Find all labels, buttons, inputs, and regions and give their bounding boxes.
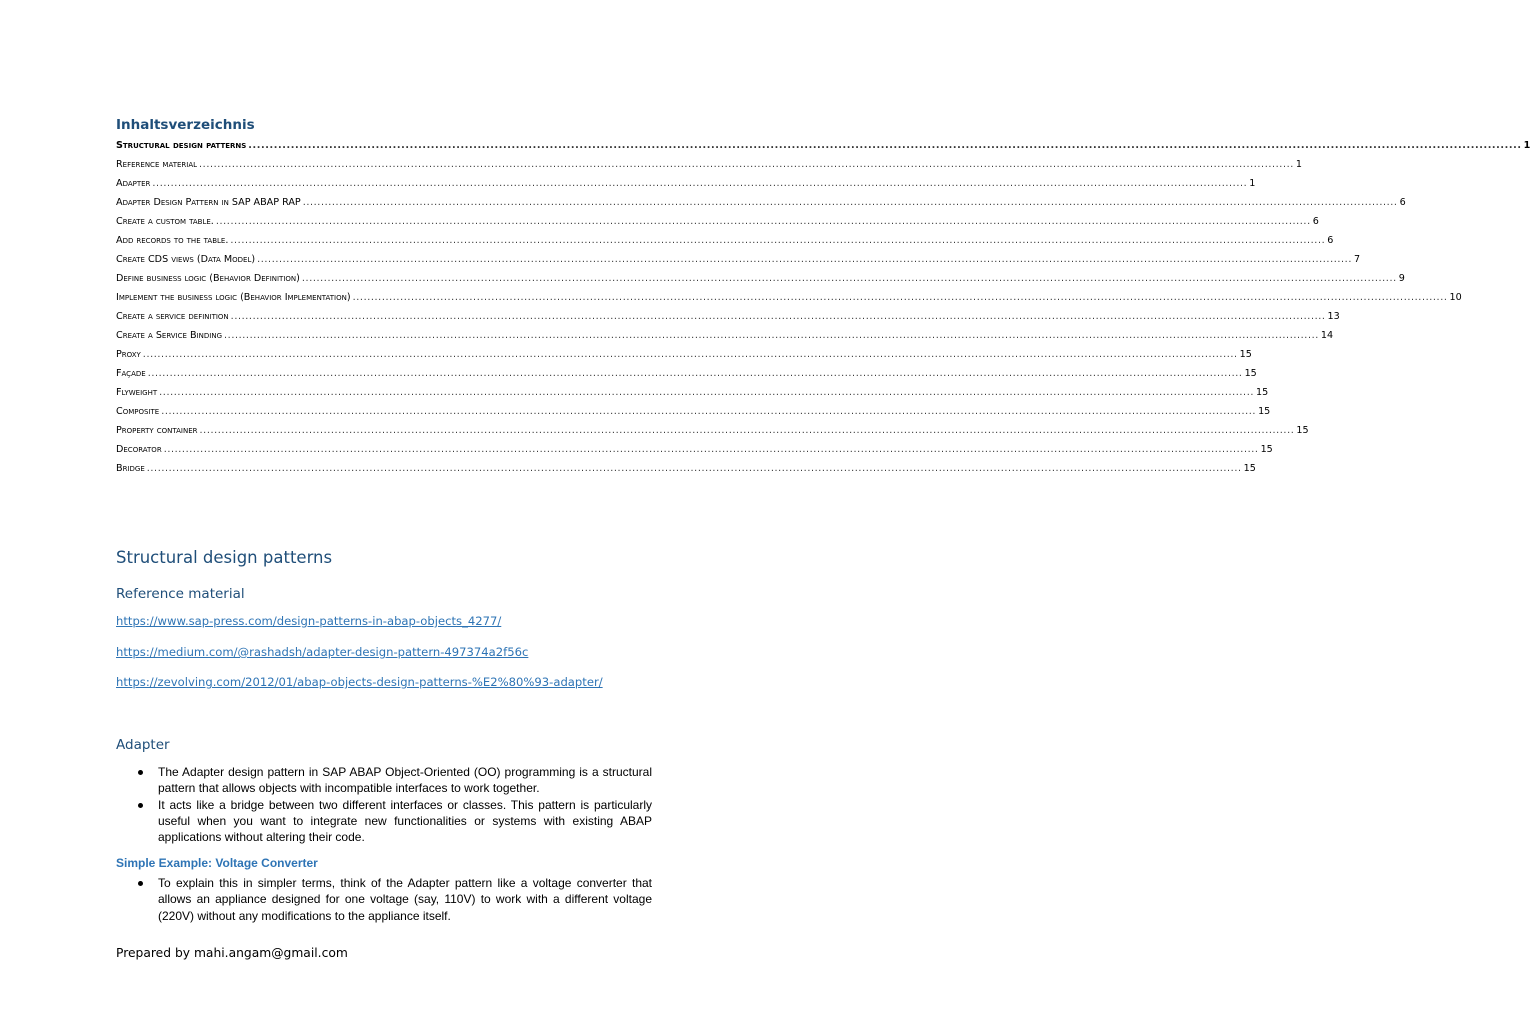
toc-entry-page: 15 (1296, 425, 1309, 436)
toc-entry-page: 15 (1243, 463, 1256, 474)
toc-leader: ............................................................................................................................................................................................................................................................................................................ (302, 197, 1398, 208)
toc-entry-label: Proxy (116, 349, 141, 360)
toc-entry-label: Property container (116, 425, 198, 436)
toc-entry-label: Add records to the table. (116, 235, 229, 246)
toc-entry[interactable] (116, 425, 1309, 444)
toc-entry[interactable] (116, 368, 1257, 387)
toc-leader: ............................................................................................................................................................................................................................................................................................................ (224, 330, 1319, 341)
toc-entry[interactable] (116, 159, 1303, 178)
toc-entry-page: 1 (1249, 178, 1256, 189)
toc-entry-page: 6 (1327, 235, 1334, 246)
toc-leader: ............................................................................................................................................................................................................................................................................................................ (230, 311, 1326, 322)
toc-entry[interactable] (116, 387, 1269, 406)
toc-entry[interactable] (116, 349, 1252, 368)
reference-link[interactable]: https://medium.com/@rashadsh/adapter-design-pattern-497374a2f56c (116, 645, 529, 659)
example-heading: Simple Example: Voltage Converter (116, 856, 318, 870)
toc-entry-page: 15 (1239, 349, 1252, 360)
toc-entry[interactable] (116, 197, 1406, 216)
toc-leader: ............................................................................................................................................................................................................................................................................................................ (152, 178, 1248, 189)
toc-entry-label: Bridge (116, 463, 145, 474)
toc-entry-page: 1 (1523, 140, 1530, 151)
toc-entry[interactable] (116, 330, 1334, 349)
toc-entry-page: 14 (1320, 330, 1334, 341)
toc-entry-label: Adapter (116, 178, 151, 189)
toc-leader: ............................................................................................................................................................................................................................................................................................................ (301, 273, 1397, 284)
toc-leader: ............................................................................................................................................................................................................................................................................................................ (257, 254, 1352, 265)
toc-entry-page: 15 (1244, 368, 1257, 379)
list-item: To explain this in simpler terms, think of the Adapter pattern like a voltage converter that allows an appliance designed for one voltage (say, 110V) to work with a different voltage (220V) without any modifications to the appliance itself. (138, 875, 652, 924)
toc-leader: ............................................................................................................................................................................................................................................................................................................ (163, 444, 1259, 455)
toc-entry-page: 7 (1353, 254, 1361, 265)
toc-entry-label: Define business logic (Behavior Definition) (116, 273, 300, 284)
toc-leader: ............................................................................................................................................................................................................................................................................................................ (215, 216, 1311, 227)
toc-leader: ............................................................................................................................................................................................................................................................................................................ (146, 463, 1242, 474)
toc-entry-page: 15 (1256, 387, 1269, 398)
toc-entry-label: Decorator (116, 444, 162, 455)
adapter-bullet-list (138, 764, 652, 845)
list-item: The Adapter design pattern in SAP ABAP Object-Oriented (OO) programming is a structural pattern that allows objects with incompatible interfaces to work together. (138, 764, 652, 797)
toc-leader: ............................................................................................................................................................................................................................................................................................................ (147, 368, 1243, 379)
page-footer: Prepared by mahi.angam@gmail.com (116, 946, 348, 960)
toc-entry-label: Create a Service Binding (116, 330, 223, 341)
toc-leader: ............................................................................................................................................................................................................................................................................................................ (352, 292, 1448, 303)
toc-entry-page: 15 (1258, 406, 1271, 417)
toc-leader: ............................................................................................................................................................................................................................................................................................................ (159, 387, 1255, 398)
adapter-heading: Adapter (116, 737, 170, 753)
toc-leader: ............................................................................................................................................................................................................................................................................................................ (230, 235, 1326, 246)
toc-entry-label: Implement the business logic (Behavior Implementation) (116, 292, 351, 303)
toc-entry[interactable] (116, 444, 1273, 463)
example-bullet-list (138, 875, 652, 924)
toc-entry-label: Adapter Design Pattern in SAP ABAP RAP (116, 197, 301, 208)
toc-entry-page: 13 (1327, 311, 1340, 322)
list-item: It acts like a bridge between two different interfaces or classes. This pattern is particularly useful when you want to integrate new functionalities or systems with existing ABAP applications without altering their code. (138, 797, 652, 846)
toc-entry-page: 9 (1398, 273, 1405, 284)
section-heading: Structural design patterns (116, 548, 333, 567)
toc-entry[interactable] (116, 140, 1530, 159)
toc-entry-label: Create a service definition (116, 311, 229, 322)
reference-link[interactable]: https://zevolving.com/2012/01/abap-objects-design-patterns-%E2%80%93-adapter/ (116, 675, 603, 689)
toc-entry[interactable] (116, 273, 1405, 292)
toc-title: Inhaltsverzeichnis (116, 117, 255, 133)
toc-entry[interactable] (116, 406, 1271, 425)
toc-entry-page: 10 (1449, 292, 1462, 303)
toc-entry-label: Flyweight (116, 387, 158, 398)
toc-leader: ............................................................................................................................................................................................................................................................................................................ (199, 425, 1295, 436)
toc-entry-label: Create CDS views (Data Model) (116, 254, 256, 265)
toc-entry[interactable] (116, 292, 1462, 311)
reference-heading: Reference material (116, 586, 245, 602)
toc-entry[interactable] (116, 311, 1340, 330)
toc-entry[interactable] (116, 216, 1319, 235)
toc-leader: ............................................................................................................................................................................................................................................................................................................ (199, 159, 1294, 170)
toc-entry[interactable] (116, 178, 1256, 197)
toc-entry-label: Composite (116, 406, 160, 417)
toc-entry[interactable] (116, 235, 1334, 254)
toc-entry-page: 6 (1399, 197, 1406, 208)
toc-entry-label: Façade (116, 368, 146, 379)
table-of-contents (116, 140, 1530, 482)
toc-leader: ............................................................................................................................................................................................................................................................................................................ (248, 140, 1522, 151)
toc-entry-page: 6 (1312, 216, 1319, 227)
toc-entry-page: 15 (1260, 444, 1273, 455)
toc-entry-label: Reference material (116, 159, 198, 170)
toc-leader: ............................................................................................................................................................................................................................................................................................................ (142, 349, 1238, 360)
toc-entry-label: Structural design patterns (116, 140, 247, 151)
reference-link[interactable]: https://www.sap-press.com/design-patterns-in-abap-objects_4277/ (116, 614, 502, 628)
toc-entry[interactable] (116, 463, 1256, 482)
toc-entry-page: 1 (1295, 159, 1303, 170)
toc-leader: ............................................................................................................................................................................................................................................................................................................ (161, 406, 1257, 417)
toc-entry-label: Create a custom table. (116, 216, 214, 227)
toc-entry[interactable] (116, 254, 1361, 273)
